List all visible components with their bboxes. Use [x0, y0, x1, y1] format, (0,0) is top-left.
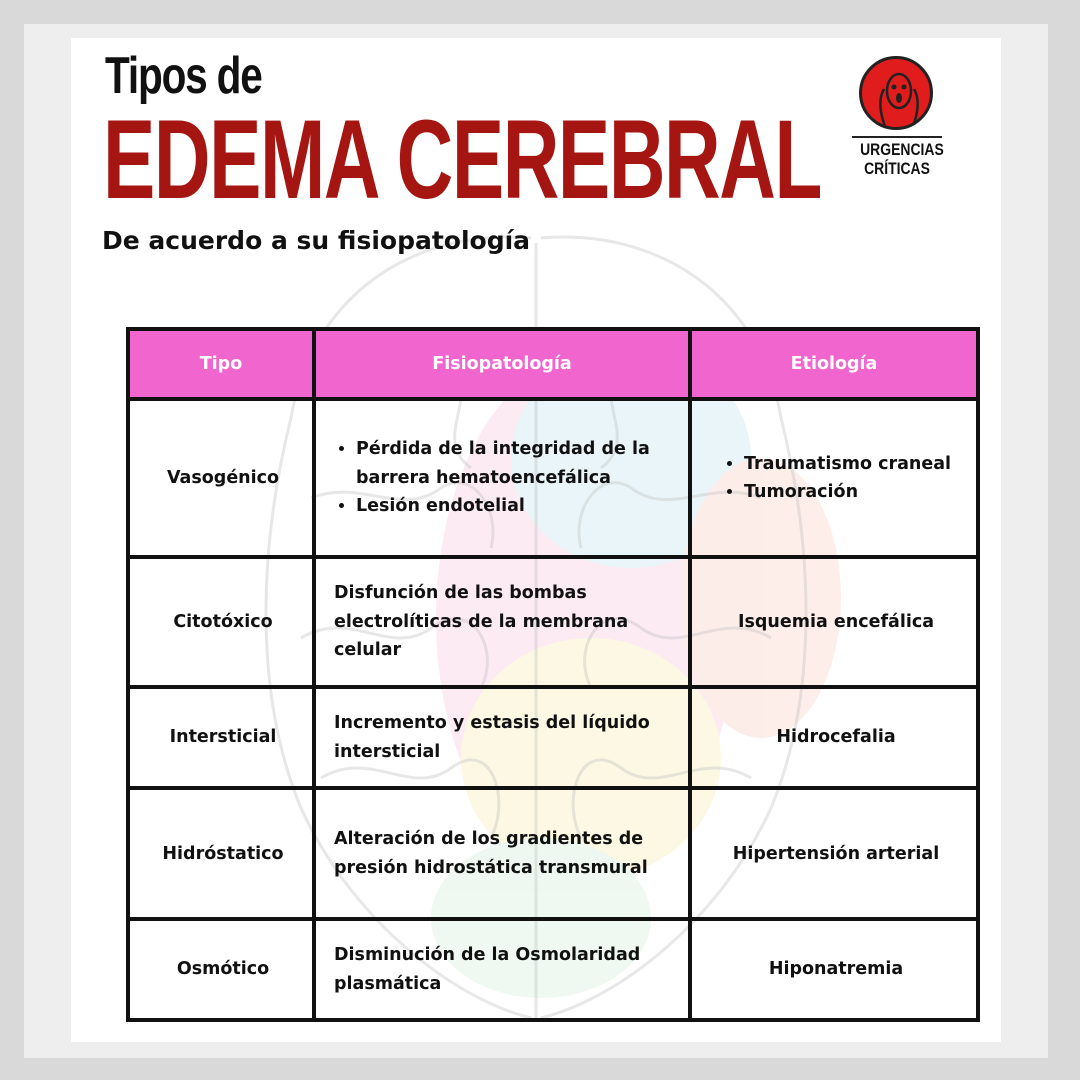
column-header-etiologia: Etiología — [690, 329, 978, 399]
cell-fisiopatologia: Disminución de la Osmolaridad plasmática — [314, 919, 690, 1020]
table-row — [128, 687, 978, 789]
bullet-list — [334, 435, 674, 521]
column-header-tipo: Tipo — [128, 329, 314, 399]
cell-tipo: Vasogénico — [128, 399, 314, 557]
list-item: • Traumatismo craneal — [744, 450, 962, 479]
table-row — [128, 788, 978, 919]
logo-text — [860, 140, 944, 178]
bullet-list — [722, 450, 962, 507]
logo-divider — [852, 136, 942, 138]
edema-table — [126, 327, 980, 1022]
scream-face-icon — [859, 56, 933, 130]
cell-etiologia: Hiponatremia — [690, 919, 978, 1020]
title-prefix: Tipos de — [105, 47, 262, 105]
cell-etiologia — [690, 399, 978, 557]
list-item: • Tumoración — [744, 478, 962, 507]
cell-etiologia: Hipertensión arterial — [690, 788, 978, 919]
page-title: EDEMA CEREBRAL — [103, 97, 821, 222]
logo-line-1: URGENCIAS — [860, 140, 944, 159]
cell-tipo: Intersticial — [128, 687, 314, 789]
list-item: • Pérdida de la integridad de la barrera hematoencefálica — [356, 435, 674, 492]
cell-fisiopatologia — [314, 399, 690, 557]
cell-etiologia: Hidrocefalia — [690, 687, 978, 789]
cell-etiologia: Isquemia encefálica — [690, 557, 978, 687]
cell-fisiopatologia: Incremento y estasis del líquido intersticial — [314, 687, 690, 789]
table-row — [128, 557, 978, 687]
cell-tipo: Osmótico — [128, 919, 314, 1020]
cell-fisiopatologia: Alteración de los gradientes de presión hidrostática transmural — [314, 788, 690, 919]
table-row — [128, 399, 978, 557]
table-header-row — [128, 329, 978, 399]
subtitle: De acuerdo a su fisiopatología — [102, 226, 531, 255]
brand-logo — [852, 56, 942, 186]
column-header-fisiopatologia: Fisiopatología — [314, 329, 690, 399]
list-item: • Lesión endotelial — [356, 492, 674, 521]
logo-line-2: CRÍTICAS — [864, 159, 930, 178]
cell-tipo: Citotóxico — [128, 557, 314, 687]
cell-fisiopatologia: Disfunción de las bombas electrolíticas de la membrana celular — [314, 557, 690, 687]
table-row — [128, 919, 978, 1020]
cell-tipo: Hidróstatico — [128, 788, 314, 919]
